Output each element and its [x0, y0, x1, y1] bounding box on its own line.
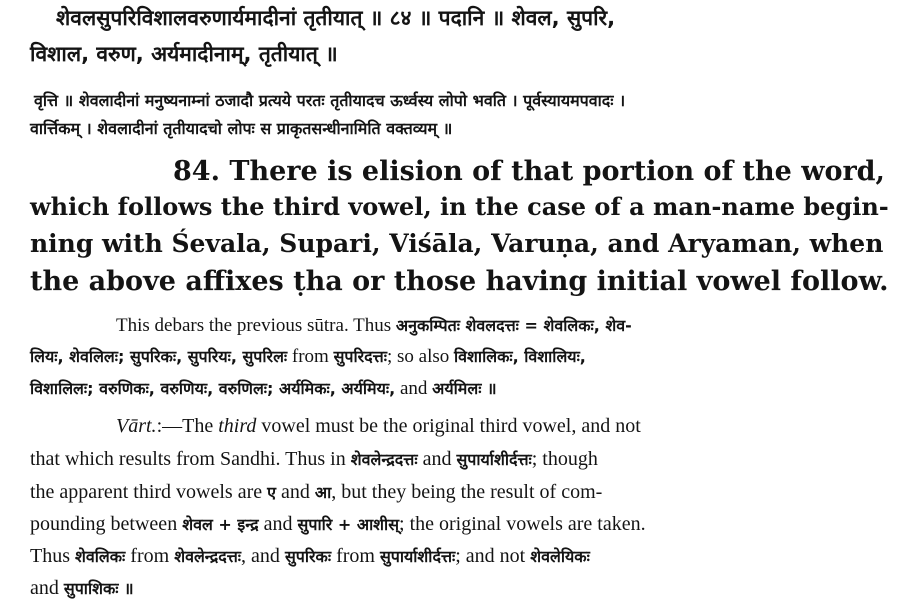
- translation-line-4: the above affixes ṭha or those having initial vowel follow.: [30, 266, 889, 297]
- note2-example: सुपरिकः: [284, 547, 332, 566]
- note2-text: pounding between: [30, 513, 183, 535]
- note2-example: शेवल + इन्द्र: [182, 515, 259, 534]
- note2-example: सुपार्याशीर्दत्तः: [379, 547, 456, 566]
- sutra-line-1: शेवलसुपरिविशालवरुणार्यमादीनां तृतीयात् ॥ ८४ ॥ पदानि ॥ शेवल, सुपरि,: [56, 6, 616, 30]
- note1-forms: विशालिलः; वरुणिकः, वरुणियः, वरुणिलः; अर्यमिकः, अर्यमियः,: [30, 379, 396, 398]
- note2-text: and: [276, 481, 315, 503]
- note2-example: सुपारि + आशीस्: [297, 515, 400, 534]
- note1-connector: and: [395, 378, 433, 399]
- note1-line-1: [116, 316, 632, 335]
- note2-text: ; though: [531, 448, 598, 470]
- note1-source: सुपरिदत्तः: [333, 347, 387, 366]
- note2-line-1: [116, 416, 641, 436]
- note1-text: This debars the previous sūtra. Thus: [116, 315, 392, 336]
- note1-connector: from: [287, 346, 334, 367]
- note1-line-3: [30, 379, 497, 398]
- note2-example: ए: [267, 483, 276, 502]
- note2-text: and: [30, 577, 64, 599]
- note2-example: सुपाशिकः ॥: [63, 579, 134, 598]
- note2-example: आ: [314, 483, 332, 502]
- note2-line-3: [30, 482, 602, 502]
- note1-forms: विशालिकः, विशालियः,: [454, 347, 586, 366]
- note2-text: :—The: [156, 415, 219, 437]
- note2-line-5: [30, 546, 590, 566]
- note2-line-6: [30, 578, 134, 598]
- note1-line-2: [30, 347, 586, 366]
- note2-text: vowel must be the original third vowel, and not: [256, 415, 641, 437]
- vartika-label: Vārt.: [116, 415, 157, 437]
- note2-emphasis: third: [218, 415, 257, 437]
- note2-text: from: [331, 545, 380, 567]
- note1-connector: ; so also: [386, 346, 455, 367]
- note2-text: and: [417, 448, 457, 470]
- note2-text: ; and not: [455, 545, 531, 567]
- note2-text: and: [258, 513, 298, 535]
- note1-forms: अर्यमिलः ॥: [432, 379, 497, 398]
- note1-example: अनुकम्पितः शेवलदत्तः = शेवलिकः, शेव-: [395, 316, 632, 335]
- note2-text: the apparent third vowels are: [30, 481, 268, 503]
- sutra-line-2: विशाल, वरुण, अर्यमादीनाम्, तृतीयात् ॥: [30, 42, 338, 66]
- note2-text: , but they being the result of com-: [331, 481, 603, 503]
- note2-line-2: [30, 449, 598, 469]
- note2-text: from: [125, 545, 175, 567]
- note2-example: शेवलिकः: [75, 547, 126, 566]
- vritti-line-2: वार्त्तिकम् । शेवलादीनां तृतीयादचो लोपः स प्राकृतसन्धीनामिति वक्तव्यम् ॥: [30, 119, 453, 138]
- note2-text: , and: [241, 545, 285, 567]
- translation-line-3: ning with Śevala, Supari, Viśāla, Varuṇa, and Aryaman, when: [30, 229, 884, 258]
- note2-line-4: [30, 514, 646, 534]
- note2-text: ; the original vowels are taken.: [399, 513, 646, 535]
- vritti-line-1: वृत्ति ॥ शेवलादीनां मनुष्यनाम्नां ठजादौ प्रत्यये परतः तृतीयादच ऊर्ध्वस्य लोपो भवति । पूर्वस्यायमपवादः ।: [34, 91, 626, 110]
- note2-example: शेवलेन्द्रदत्तः: [174, 547, 242, 566]
- note2-example: सुपार्याशीर्दत्तः: [456, 450, 532, 469]
- note2-text: that which results from Sandhi. Thus in: [30, 448, 351, 470]
- note1-forms: लियः, शेवलिलः; सुपरिकः, सुपरियः, सुपरिलः: [30, 347, 288, 366]
- note2-example: शेवलेयिकः: [530, 547, 590, 566]
- note2-example: शेवलेन्द्रदत्तः: [350, 450, 418, 469]
- translation-line-2: which follows the third vowel, in the case of a man-name begin-: [30, 192, 889, 221]
- translation-line-1: 84. There is elision of that portion of the word,: [173, 156, 885, 187]
- note2-text: Thus: [30, 545, 75, 567]
